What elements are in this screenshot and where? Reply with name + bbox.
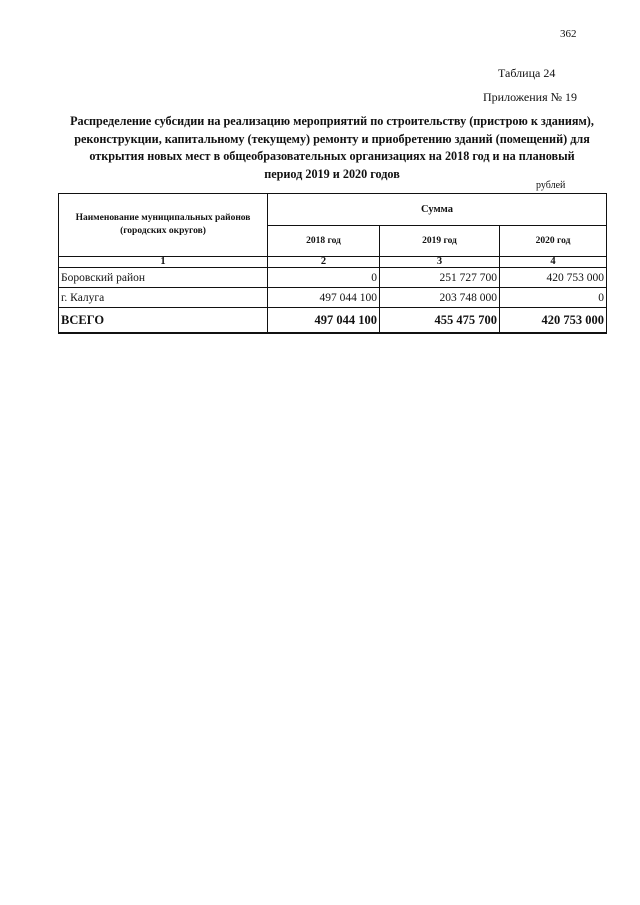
column-number: 4	[500, 257, 607, 268]
document-title	[58, 113, 606, 183]
page-number: 362	[560, 28, 577, 40]
row-value-2018: 0	[268, 268, 380, 288]
column-number-row	[59, 257, 607, 268]
table-header-row	[59, 194, 607, 226]
title-line: реконструкции, капитальному (текущему) ремонту и приобретению зданий (помещений) для	[74, 131, 590, 146]
row-value-2019: 203 748 000	[380, 288, 500, 308]
units-label: рублей	[536, 180, 566, 191]
header-sum-cell: Сумма	[268, 194, 607, 226]
row-value-2020: 0	[500, 288, 607, 308]
title-line: Распределение субсидии на реализацию мероприятий по строительству (пристрою к зданиям),	[70, 114, 594, 128]
row-value-2018: 497 044 100	[268, 288, 380, 308]
row-value-2019: 251 727 700	[380, 268, 500, 288]
table-label: Таблица 24	[498, 66, 556, 80]
table-total-row	[59, 308, 607, 334]
row-name: г. Калуга	[59, 288, 268, 308]
header-name-cell: Наименование муниципальных районов (городских округов)	[59, 194, 268, 257]
total-value-2019: 455 475 700	[380, 308, 500, 334]
subsidy-table	[58, 193, 607, 334]
header-year-2018: 2018 год	[268, 225, 380, 257]
column-number: 3	[380, 257, 500, 268]
title-line: открытия новых мест в общеобразовательных организациях на 2018 год и на плановый	[89, 149, 575, 163]
total-value-2018: 497 044 100	[268, 308, 380, 334]
header-year-2020: 2020 год	[500, 225, 607, 257]
column-number: 2	[268, 257, 380, 268]
row-value-2020: 420 753 000	[500, 268, 607, 288]
total-value-2020: 420 753 000	[500, 308, 607, 334]
table-row	[59, 268, 607, 288]
appendix-label: Приложения № 19	[483, 90, 578, 104]
header-year-2019: 2019 год	[380, 225, 500, 257]
row-name: Боровский район	[59, 268, 268, 288]
column-number: 1	[59, 257, 268, 268]
table-row	[59, 288, 607, 308]
title-line: период 2019 и 2020 годов	[264, 166, 400, 181]
total-label: ВСЕГО	[59, 308, 268, 334]
